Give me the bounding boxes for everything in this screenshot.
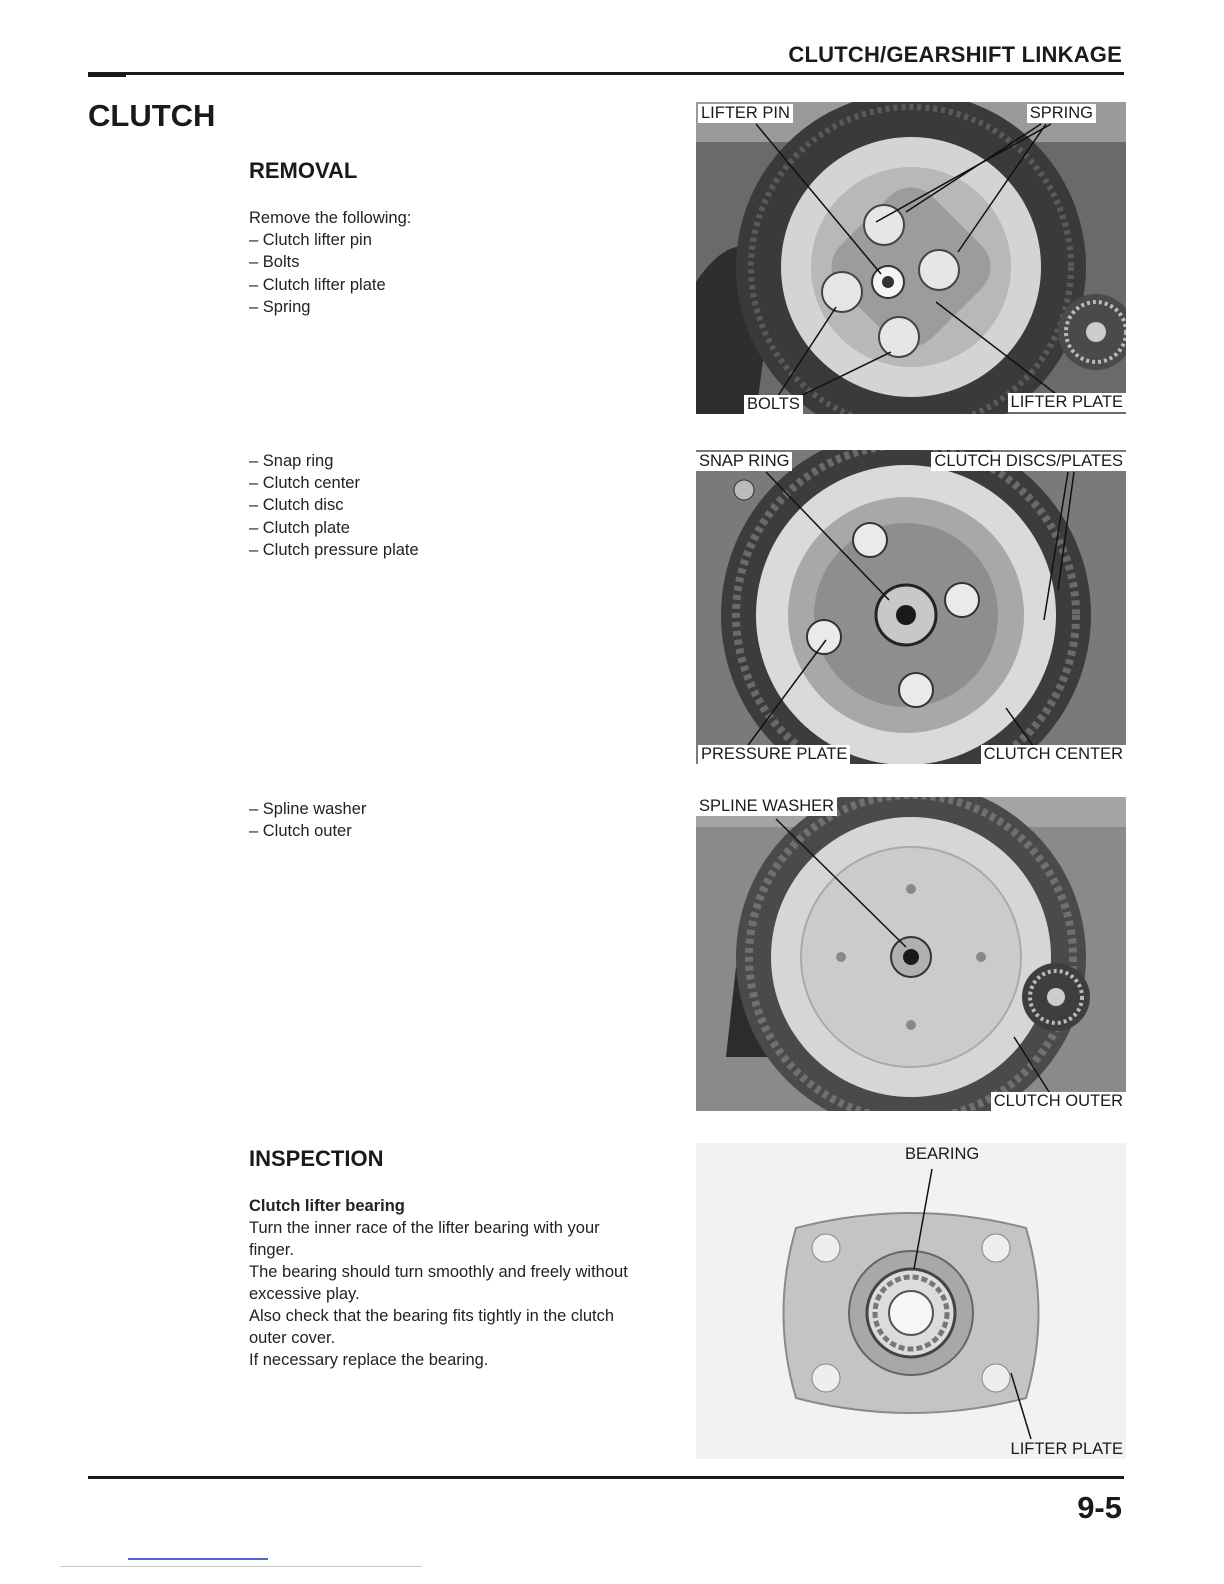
scan-artifact-underline <box>128 1558 268 1560</box>
list-item: – Clutch disc <box>249 496 344 515</box>
list-item: – Spring <box>249 297 311 316</box>
figure-label: PRESSURE PLATE <box>698 745 850 764</box>
figure-label: LIFTER PLATE <box>1008 393 1126 412</box>
figure-label: SPLINE WASHER <box>696 797 837 816</box>
figure-label: LIFTER PIN <box>698 104 793 123</box>
footer-rule <box>88 1476 1124 1479</box>
header-rule-accent <box>88 75 126 77</box>
inspection-line: Also check that the bearing fits tightly in the clutch <box>249 1307 615 1325</box>
inspection-subheading: Clutch lifter bearing <box>249 1197 405 1215</box>
list-item: – Clutch center <box>249 474 360 493</box>
inspection-line: Turn the inner race of the lifter bearing with your <box>249 1219 600 1237</box>
figure-label: CLUTCH DISCS/PLATES <box>931 452 1126 471</box>
figure-label: CLUTCH CENTER <box>981 745 1126 764</box>
removal-heading: REMOVAL <box>249 158 358 183</box>
figure-lifter-bearing <box>696 1143 1126 1459</box>
inspection-line: outer cover. <box>249 1329 336 1347</box>
figure-clutch-outer <box>696 797 1126 1111</box>
figure-label: SPRING <box>1027 104 1096 123</box>
clutch-center-photo <box>696 450 1126 764</box>
figure-label: BOLTS <box>744 395 803 414</box>
figure-label: LIFTER PLATE <box>1010 1440 1123 1458</box>
list-item: – Snap ring <box>249 452 334 470</box>
inspection-line: finger. <box>249 1241 294 1259</box>
list-item: – Spline washer <box>249 800 367 818</box>
list-item: – Clutch pressure plate <box>249 540 419 559</box>
inspection-text <box>249 1195 681 1371</box>
inspection-heading: INSPECTION <box>249 1146 384 1171</box>
inspection-line: If necessary replace the bearing. <box>249 1351 489 1369</box>
header-rule <box>88 72 1124 75</box>
clutch-lifter-photo <box>696 102 1126 414</box>
lifter-bearing-photo <box>696 1143 1126 1459</box>
scan-artifact-line <box>60 1566 422 1567</box>
removal-step-1-list <box>249 207 411 318</box>
list-item: – Clutch outer <box>249 822 352 841</box>
list-item: – Bolts <box>249 253 300 272</box>
section-title: CLUTCH <box>88 98 216 133</box>
removal-step-3-list <box>249 798 366 842</box>
clutch-outer-photo <box>696 797 1126 1111</box>
figure-label: SNAP RING <box>696 452 792 471</box>
removal-step-2-list <box>249 450 419 561</box>
list-item: – Clutch plate <box>249 518 350 537</box>
figure-label: CLUTCH OUTER <box>991 1092 1126 1111</box>
list-item: Remove the following: <box>249 209 412 227</box>
list-item: – Clutch lifter pin <box>249 231 372 250</box>
figure-clutch-center <box>696 450 1126 764</box>
inspection-line: The bearing should turn smoothly and freely without <box>249 1263 628 1281</box>
page-number: 9-5 <box>1077 1490 1122 1525</box>
page-header-title: CLUTCH/GEARSHIFT LINKAGE <box>788 42 1122 67</box>
figure-clutch-lifter <box>696 102 1126 414</box>
inspection-line: excessive play. <box>249 1285 360 1303</box>
list-item: – Clutch lifter plate <box>249 275 386 294</box>
figure-label: BEARING <box>905 1145 980 1163</box>
